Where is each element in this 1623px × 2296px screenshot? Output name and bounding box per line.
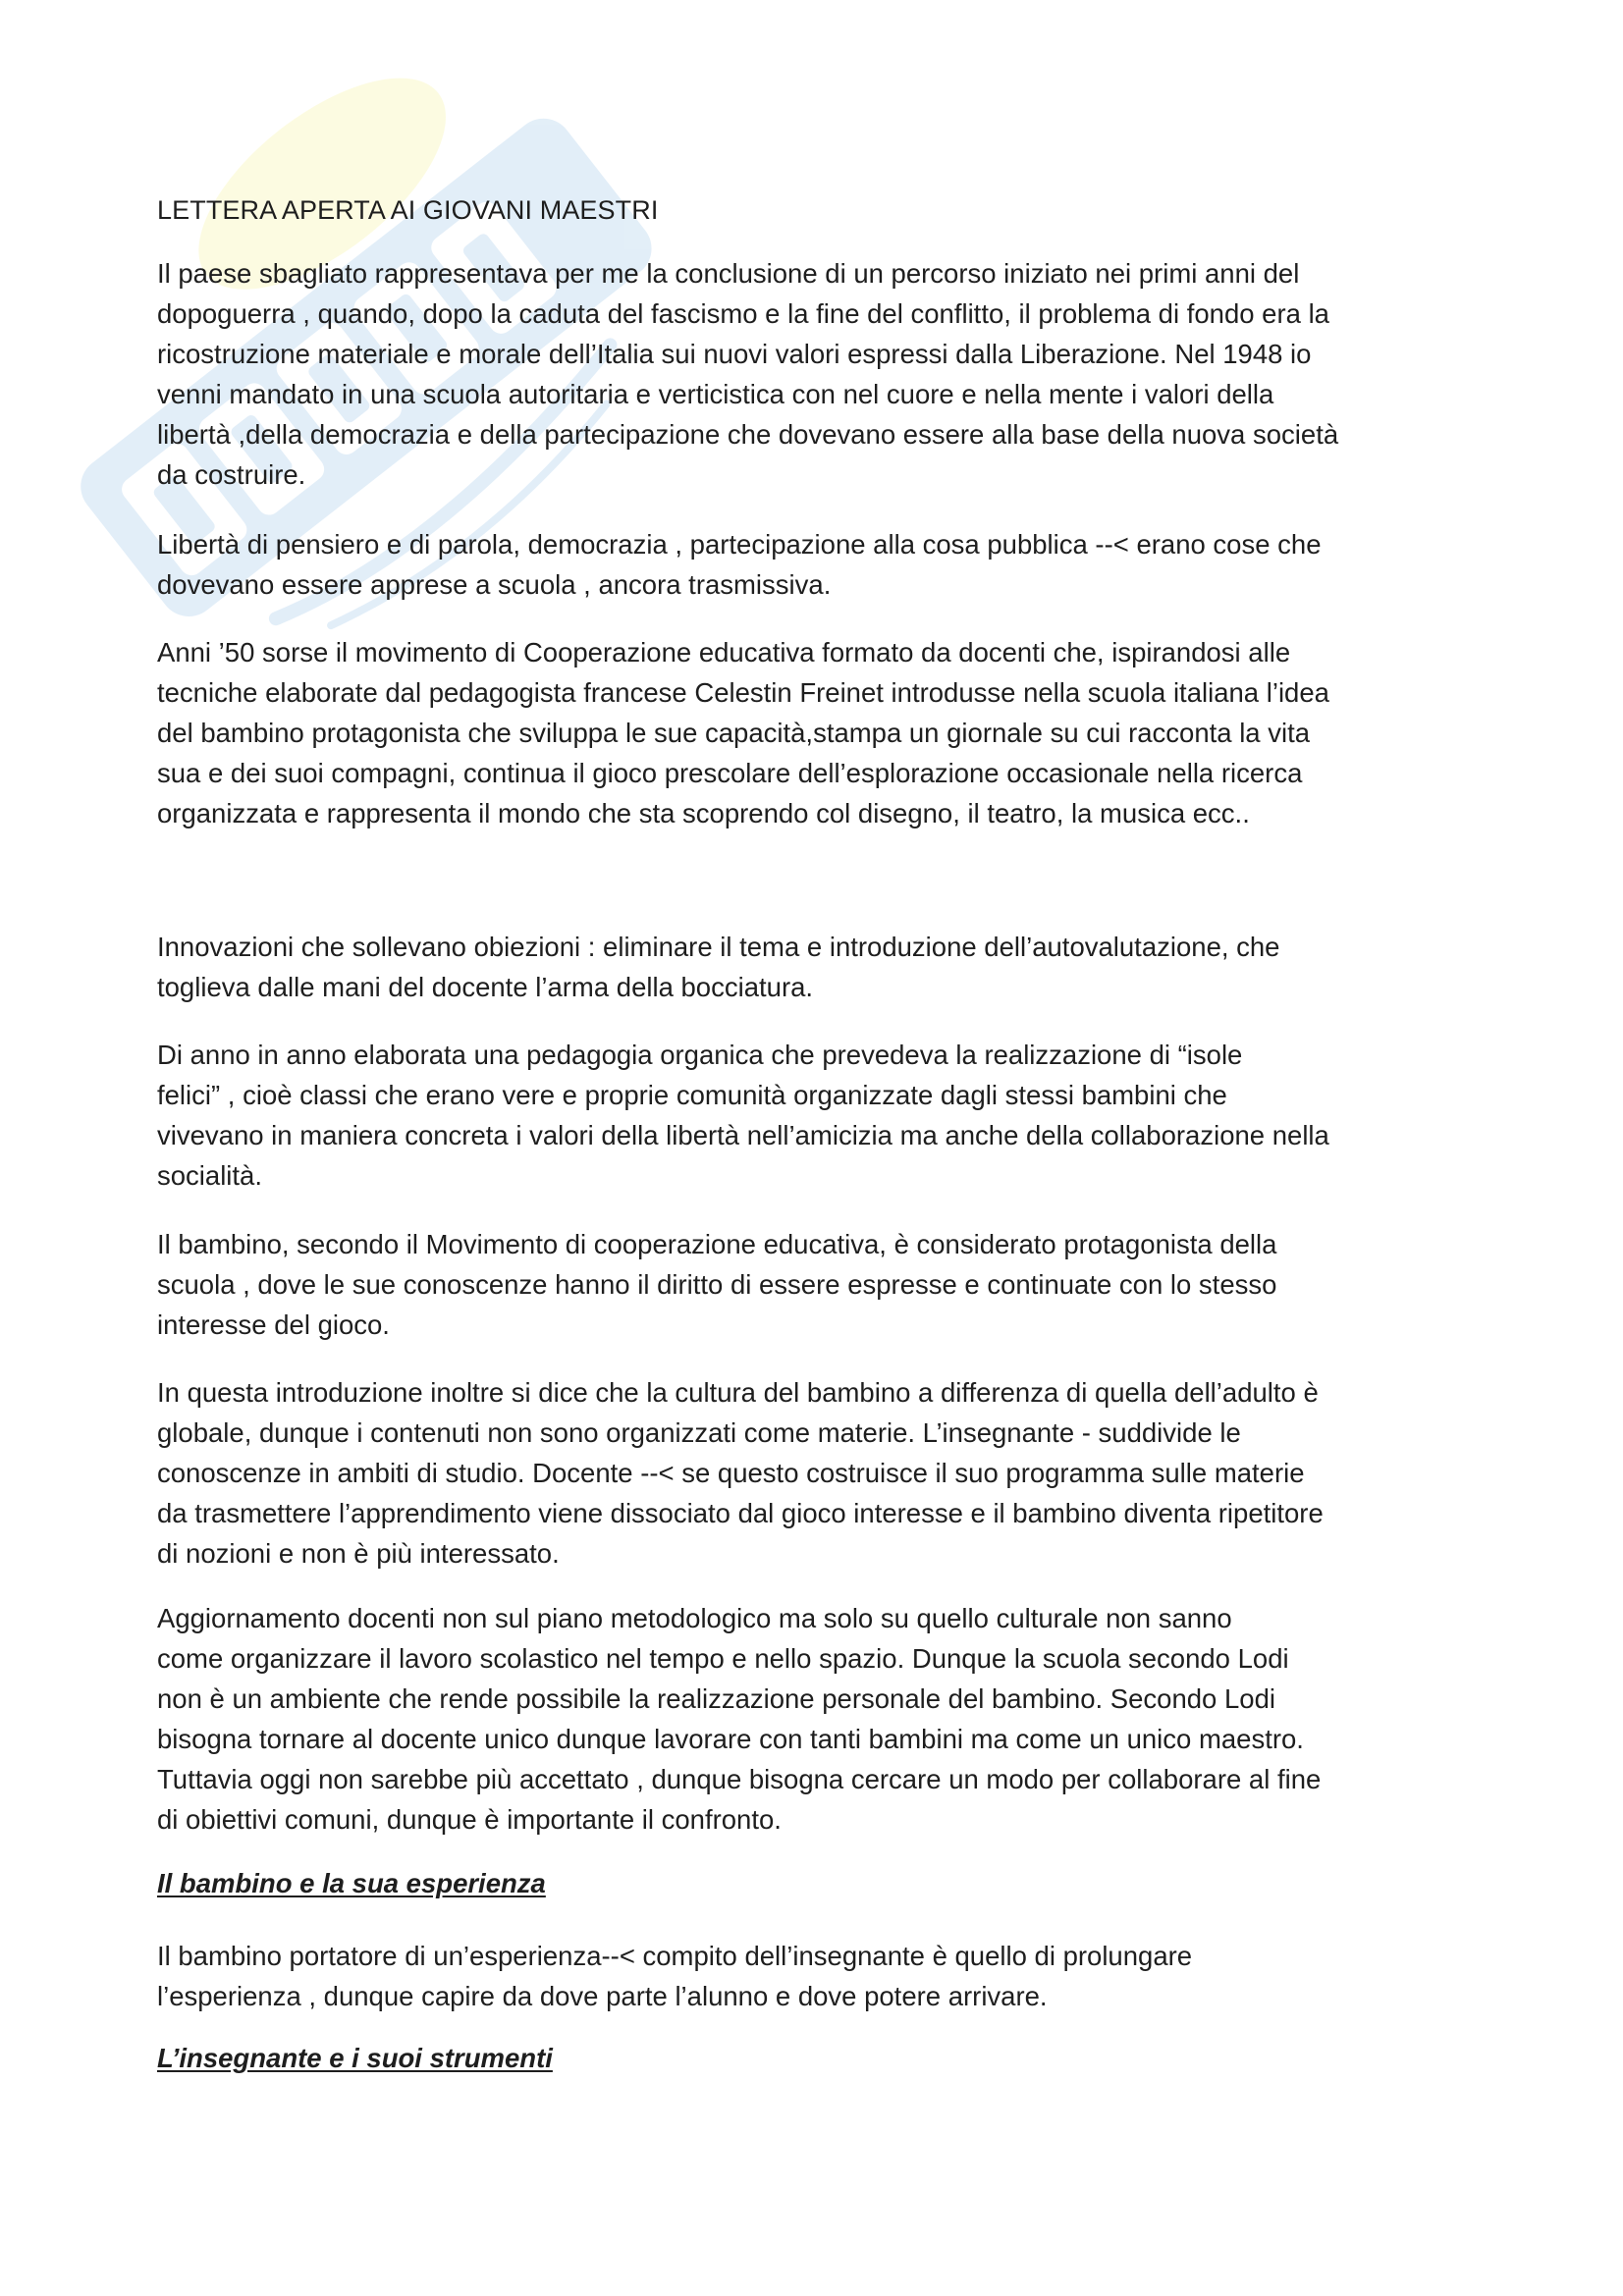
text-line: socialità.	[157, 1160, 262, 1191]
text-line: Aggiornamento docenti non sul piano metodologico ma solo su quello culturale non sanno	[157, 1603, 1232, 1633]
text-line: sua e dei suoi compagni, continua il gioco prescolare dell’esplorazione occasionale nella ricerca	[157, 758, 1303, 788]
paragraph-4	[157, 927, 1492, 1007]
text-line: Libertà di pensiero e di parola, democrazia , partecipazione alla cosa pubblica --< erano cose che	[157, 529, 1322, 560]
text-line: non è un ambiente che rende possibile la realizzazione personale del bambino. Secondo Lodi	[157, 1683, 1275, 1714]
text-line: Il paese sbagliato rappresentava per me la conclusione di un percorso iniziato nei primi anni del	[157, 258, 1300, 289]
text-line: da costruire.	[157, 459, 306, 490]
text-line: Anni ’50 sorse il movimento di Cooperazione educativa formato da docenti che, ispirandosi alle	[157, 637, 1291, 667]
section-heading-bambino-esperienza: Il bambino e la sua esperienza	[157, 1868, 546, 1898]
text-line: organizzata e rappresenta il mondo che sta scoprendo col disegno, il teatro, la musica ecc..	[157, 798, 1250, 828]
text-line: Il bambino, secondo il Movimento di cooperazione educativa, è considerato protagonista della	[157, 1229, 1277, 1259]
text-line: l’esperienza , dunque capire da dove parte l’alunno e dove potere arrivare.	[157, 1981, 1048, 2011]
text-line: Il bambino portatore di un’esperienza--< compito dell’insegnante è quello di prolungare	[157, 1941, 1193, 1971]
text-line: Tuttavia oggi non sarebbe più accettato , dunque bisogna cercare un modo per collaborare al fine	[157, 1764, 1322, 1794]
text-line: libertà ,della democrazia e della partecipazione che dovevano essere alla base della nuova società	[157, 419, 1339, 450]
text-line: come organizzare il lavoro scolastico nel tempo e nello spazio. Dunque la scuola secondo Lodi	[157, 1643, 1289, 1674]
text-line: del bambino protagonista che sviluppa le sue capacità,stampa un giornale su cui racconta la vita	[157, 718, 1311, 748]
text-line: Di anno in anno elaborata una pedagogia organica che prevedeva la realizzazione di “isole	[157, 1040, 1243, 1070]
text-line: venni mandato in una scuola autoritaria e verticistica con nel cuore e nella mente i valori della	[157, 379, 1274, 409]
text-line: da trasmettere l’apprendimento viene dissociato dal gioco interesse e il bambino diventa ripetitore	[157, 1498, 1324, 1528]
text-line: In questa introduzione inoltre si dice che la cultura del bambino a differenza di quella dell’adulto è	[157, 1377, 1319, 1408]
text-line: interesse del gioco.	[157, 1309, 390, 1340]
paragraph-7	[157, 1372, 1492, 1574]
text-line: globale, dunque i contenuti non sono organizzati come materie. L’insegnante - suddivide le	[157, 1417, 1241, 1448]
text-line: toglieva dalle mani del docente l’arma della bocciatura.	[157, 972, 814, 1002]
section-heading-insegnante-strumenti: L’insegnante e i suoi strumenti	[157, 2043, 553, 2073]
paragraph-1	[157, 253, 1492, 495]
paragraph-8	[157, 1598, 1492, 1840]
paragraph-2	[157, 524, 1492, 605]
text-line: ricostruzione materiale e morale dell’Italia sui nuovi valori espressi dalla Liberazione. Nel 1948 io	[157, 339, 1312, 369]
text-line: di obiettivi comuni, dunque è importante il confronto.	[157, 1804, 782, 1835]
text-line: dopoguerra , quando, dopo la caduta del fascismo e la fine del conflitto, il problema di fondo era la	[157, 298, 1329, 329]
paragraph-6	[157, 1224, 1492, 1345]
text-line: scuola , dove le sue conoscenze hanno il diritto di essere espresse e continuate con lo stesso	[157, 1269, 1277, 1300]
paragraph-3	[157, 632, 1492, 833]
paragraph-5	[157, 1035, 1492, 1196]
text-line: vivevano in maniera concreta i valori della libertà nell’amicizia ma anche della collaborazione nella	[157, 1120, 1329, 1150]
text-line: tecniche elaborate dal pedagogista francese Celestin Freinet introdusse nella scuola italiana l’idea	[157, 677, 1329, 708]
text-line: Innovazioni che sollevano obiezioni : eliminare il tema e introduzione dell’autovalutazione, che	[157, 932, 1280, 962]
text-line: bisogna tornare al docente unico dunque lavorare con tanti bambini ma come un unico maestro.	[157, 1724, 1304, 1754]
document-title: LETTERA APERTA AI GIOVANI MAESTRI	[157, 195, 659, 225]
text-line: felici” , cioè classi che erano vere e proprie comunità organizzate dagli stessi bambini che	[157, 1080, 1227, 1110]
text-line: dovevano essere apprese a scuola , ancora trasmissiva.	[157, 569, 832, 600]
text-line: conoscenze in ambiti di studio. Docente --< se questo costruisce il suo programma sulle materie	[157, 1458, 1305, 1488]
paragraph-section1	[157, 1936, 1492, 2016]
text-line: di nozioni e non è più interessato.	[157, 1538, 560, 1569]
